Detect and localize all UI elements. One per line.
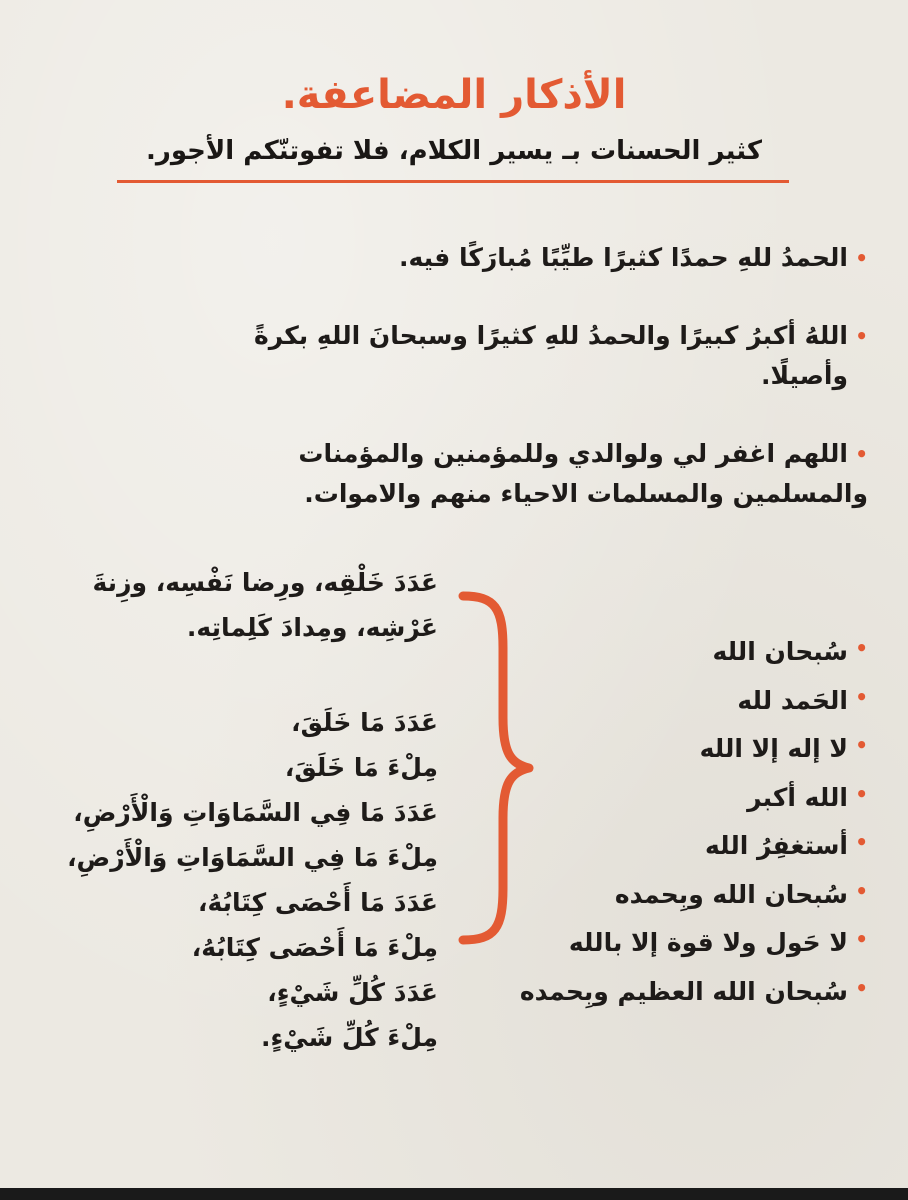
bullet-dot-icon: • [855,733,868,757]
dhikr-list [228,238,868,514]
dhikr-text: اللهم اغفر لي ولوالدي وللمؤمنين والمؤمنات [298,439,848,468]
subtitle-underline [117,180,789,183]
short-dhikr-text: الله أكبر [747,782,848,812]
bullet-dot-icon: • [855,975,868,1000]
dhikr-text: اللهُ أكبرُ كبيرًا والحمدُ للهِ كثيرًا وسبحانَ اللهِ بكرةً وأصيلًا. [253,321,848,390]
bullet-dot-icon: • [855,927,868,951]
bottom-bar [0,1188,908,1200]
short-dhikr-item [478,919,868,968]
short-dhikr-text: لا حَول ولا قوة إلا بالله [568,928,848,957]
short-dhikr-text: الحَمد لله [737,685,848,715]
page-subtitle: كثير الحسنات بـ يسير الكلام، فلا تفوتنّكم الأجور. [146,136,762,166]
page-title: الأذكار المضاعفة. [281,72,627,118]
dhikr-item-1 [228,238,868,278]
count-line: مِلْءَ كُلِّ شَيْءٍ. [261,1023,438,1052]
dhikr-text: الحمدُ للهِ حمدًا كثيرًا طيِّبًا مُبارَكًا فيه. [399,243,848,272]
count-line: مِلْءَ مَا أَحْصَى كِتَابُهُ، [191,933,438,962]
dhikr-item-2 [228,316,868,396]
count-line: مِلْءَ مَا خَلَقَ، [284,753,438,782]
count-line: عَدَدَ مَا أَحْصَى كِتَابُهُ، [197,888,438,917]
short-dhikr-item [478,677,868,726]
bullet-dot-icon: • [855,246,868,270]
short-dhikr-item [478,628,868,677]
bullet-dot-icon: • [855,636,868,660]
counts-block [18,560,438,1060]
short-dhikr-text: أستغفِرُ الله [704,831,848,860]
bullet-dot-icon: • [855,878,868,903]
short-dhikr-text: لا إله إلا الله [699,734,848,763]
bullet-dot-icon: • [855,830,868,854]
count-line: عَدَدَ مَا خَلَقَ، [291,708,438,737]
short-dhikr-item [478,774,868,823]
short-dhikr-text: سُبحان الله وبِحمده [614,879,848,909]
short-dhikr-item [478,822,868,871]
dhikr-text-continued: والمسلمين والمسلمات الاحياء منهم والاموات. [304,479,868,508]
dhikr-item-3 [228,434,868,514]
count-line: عَدَدَ مَا فِي السَّمَاوَاتِ وَالْأَرْضِ، [73,798,438,827]
short-dhikr-text: سُبحان الله [712,637,848,666]
bullet-dot-icon: • [855,781,868,806]
short-dhikr-item [478,725,868,774]
short-dhikr-list [478,628,868,1016]
count-line: عَدَدَ خَلْقِه، ورِضا نَفْسِه، وزِنةَ [92,568,438,597]
bullet-dot-icon: • [855,324,868,348]
spacer [18,650,438,700]
count-line: عَدَدَ كُلِّ شَيْءٍ، [267,978,438,1007]
bullet-dot-icon: • [855,684,868,709]
short-dhikr-item [478,968,868,1017]
curly-brace-icon [455,588,535,948]
short-dhikr-text: سُبحان الله العظيم وبِحمده [519,976,848,1006]
count-line: مِلْءَ مَا فِي السَّمَاوَاتِ وَالْأَرْضِ، [67,843,438,872]
short-dhikr-item [478,871,868,920]
bullet-dot-icon: • [855,442,868,466]
count-line: عَرْشِه، ومِدادَ كَلِماتِه. [186,613,438,642]
